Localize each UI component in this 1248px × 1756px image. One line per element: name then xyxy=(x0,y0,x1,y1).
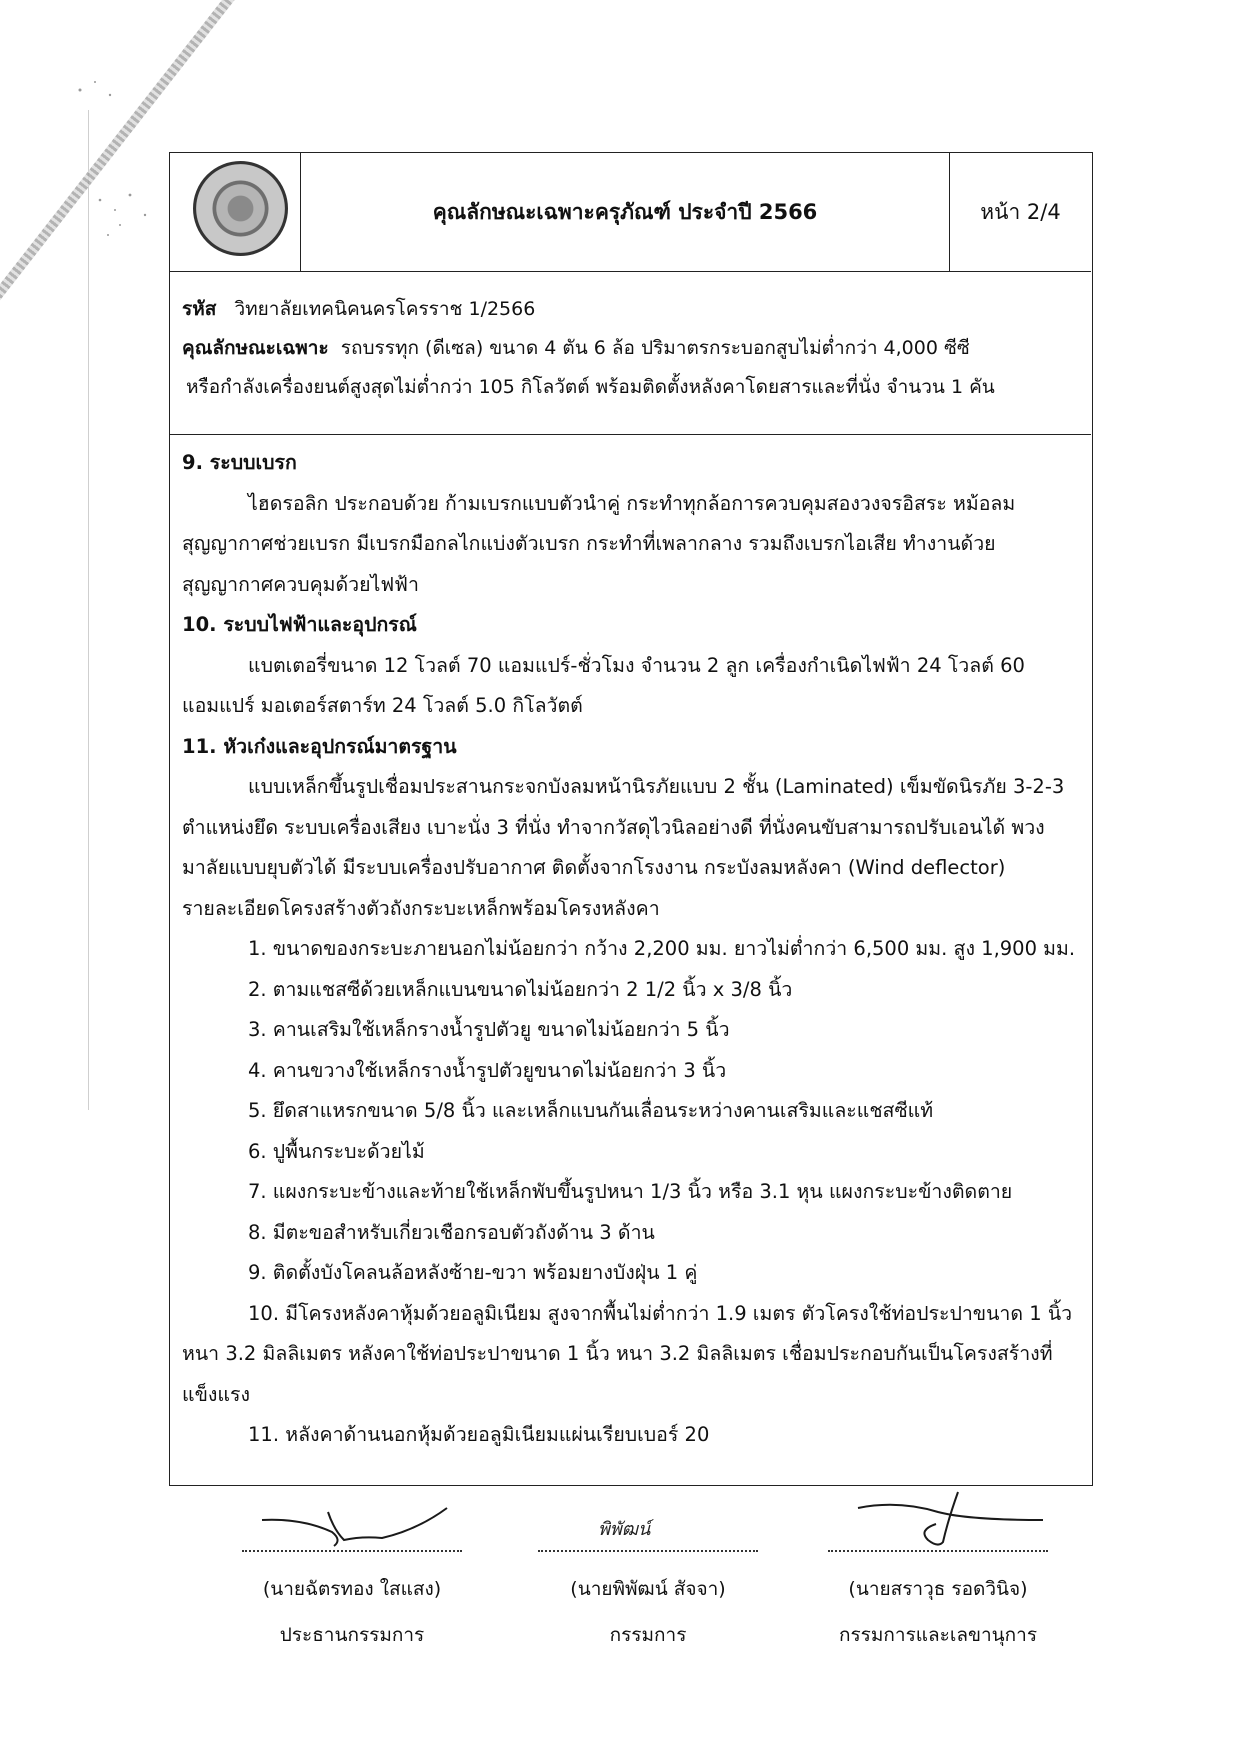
spec-line-2: หรือกำลังเครื่องยนต์สูงสุดไม่ต่ำกว่า 105 กิโลวัตต์ พร้อมติดตั้งหลังคาโดยสารและที่นั่ง จำนวน 1 คัน xyxy=(186,376,995,398)
signature-mark xyxy=(232,1490,472,1548)
section-11-subtitle: รายละเอียดโครงสร้างตัวถังกระบะเหล็กพร้อมโครงหลังคา xyxy=(182,896,660,920)
spec-line-1: รถบรรทุก (ดีเซล) ขนาด 4 ตัน 6 ล้อ ปริมาตรกระบอกสูบไม่ต่ำกว่า 4,000 ซีซี xyxy=(340,337,970,359)
signature-block xyxy=(0,1490,1248,1750)
signature-chairman xyxy=(232,1490,472,1650)
list-item: 3. คานเสริมใช้เหล็กรางน้ำรูปตัวยู ขนาดไม่น้อยกว่า 5 นิ้ว xyxy=(248,1018,730,1041)
logo-cell xyxy=(170,153,301,271)
signer-role: ประธานกรรมการ xyxy=(279,1624,425,1646)
signer-name: (นายสราวุธ รอดวินิจ) xyxy=(848,1578,1028,1600)
code-value: วิทยาลัยเทคนิคนครโครราช 1/2566 xyxy=(234,298,536,320)
signature-dotted-line xyxy=(828,1548,1048,1552)
signature-dotted-line xyxy=(242,1548,462,1552)
signer-name: (นายฉัตรทอง ใสแสง) xyxy=(262,1578,442,1600)
signature-mark xyxy=(818,1490,1058,1548)
code-label: รหัส xyxy=(182,298,217,320)
signer-name: (นายพิพัฒน์ สัจจา) xyxy=(570,1578,726,1600)
section-10-title: 10. ระบบไฟฟ้าและอุปกรณ์ xyxy=(182,613,417,636)
spec-document-frame xyxy=(169,152,1093,1486)
spec-label: คุณลักษณะเฉพาะ xyxy=(182,337,329,359)
signature-secretary xyxy=(818,1490,1058,1650)
list-item: 1. ขนาดของกระบะภายนอกไม่น้อยกว่า กว้าง 2,200 มม. ยาวไม่ต่ำกว่า 6,500 มม. สูง 1,900 มม. xyxy=(248,937,1076,960)
section-11-title: 11. หัวเก๋งและอุปกรณ์มาตรฐาน xyxy=(182,734,457,758)
spec-body xyxy=(182,443,1082,1456)
list-item: 9. ติดตั้งบังโคลนล้อหลังซ้าย-ขวา พร้อมยางบังฝุ่น 1 คู่ xyxy=(248,1261,698,1284)
list-item-10: 10. มีโครงหลังคาหุ้มด้วยอลูมิเนียม สูงจากพื้นไม่ต่ำกว่า 1.9 เมตร ตัวโครงใช้ท่อประปาขนาด 1 นิ้ว หนา 3.2 มิลลิเมตร หลังคาใช้ท่อประปาขนาด 1 นิ้ว หนา 3.2 มิลลิเมตร เชื่อมประกอบกันเป็นโครงสร้างที่แข็งแรง xyxy=(182,1301,1073,1406)
signature-dotted-line xyxy=(538,1548,758,1552)
college-seal-icon xyxy=(193,161,288,256)
list-item: 4. คานขวางใช้เหล็กรางน้ำรูปตัวยูขนาดไม่น้อยกว่า 3 นิ้ว xyxy=(248,1058,727,1082)
signature-mark xyxy=(528,1490,768,1548)
meta-block xyxy=(170,272,1091,435)
header-table xyxy=(170,153,1091,272)
list-item: 5. ยึดสาแหรกขนาด 5/8 นิ้ว และเหล็กแบนกันเลื่อนระหว่างคานเสริมและแชสซีแท้ xyxy=(248,1099,934,1122)
section-9-text: ไฮดรอลิก ประกอบด้วย ก้ามเบรกแบบตัวนำคู่ กระทำทุกล้อการควบคุมสองวงจรอิสระ หม้อลมสุญญากาศช่วยเบรก มีเบรกมือกลไกแบ่งตัวเบรก กระทำที่เพลากลาง รวมถึงเบรกไอเสีย ทำงานด้วยสุญญากาศควบคุมด้วยไฟฟ้า xyxy=(182,491,1016,596)
document-title: คุณลักษณะเฉพาะครุภัณฑ์ ประจำปี 2566 xyxy=(301,153,950,271)
list-item: 2. ตามแชสซีด้วยเหล็กแบนขนาดไม่น้อยกว่า 2 1/2 นิ้ว x 3/8 นิ้ว xyxy=(248,977,793,1001)
scan-margin-line xyxy=(88,110,89,1110)
section-10-text: แบตเตอรี่ขนาด 12 โวลต์ 70 แอมแปร์-ชั่วโมง จำนวน 2 ลูก เครื่องกำเนิดไฟฟ้า 24 โวลต์ 60 แอมแปร์ มอเตอร์สตาร์ท 24 โวลต์ 5.0 กิโลวัตต์ xyxy=(182,653,1025,717)
page-number: หน้า 2/4 xyxy=(980,199,1061,224)
list-item: 8. มีตะขอสำหรับเกี่ยวเชือกรอบตัวถังด้าน 3 ด้าน xyxy=(248,1220,655,1244)
signer-role: กรรมการ xyxy=(609,1624,687,1646)
list-item-11: 11. หลังคาด้านนอกหุ้มด้วยอลูมิเนียมแผ่นเรียบเบอร์ 20 xyxy=(248,1423,710,1446)
signature-member xyxy=(528,1490,768,1650)
signer-role: กรรมการและเลขานุการ xyxy=(838,1624,1038,1646)
section-11-text: แบบเหล็กขึ้นรูปเชื่อมประสานกระจกบังลมหน้านิรภัยแบบ 2 ชั้น (Laminated) เข็มขัดนิรภัย 3-2-3 ตำแหน่งยึด ระบบเครื่องเสียง เบาะนั่ง 3 ที่นั่ง ทำจากวัสดุไวนิลอย่างดี ที่นั่งคนขับสามารถปรับเอนได้ พวงมาลัยแบบยุบตัวได้ มีระบบเครื่องปรับอากาศ ติดตั้งจากโรงงาน กระบังลมหลังคา (Wind deflector) xyxy=(182,775,1065,879)
list-item: 6. ปูพื้นกระบะด้วยไม้ xyxy=(248,1139,425,1163)
list-item: 7. แผงกระบะข้างและท้ายใช้เหล็กพับขึ้นรูปหนา 1/3 นิ้ว หรือ 3.1 หุน แผงกระบะข้างติดตาย xyxy=(248,1180,1013,1203)
signature-handwriting: พิพัฒน์ xyxy=(598,1519,651,1540)
section-9-title: 9. ระบบเบรก xyxy=(182,451,297,474)
